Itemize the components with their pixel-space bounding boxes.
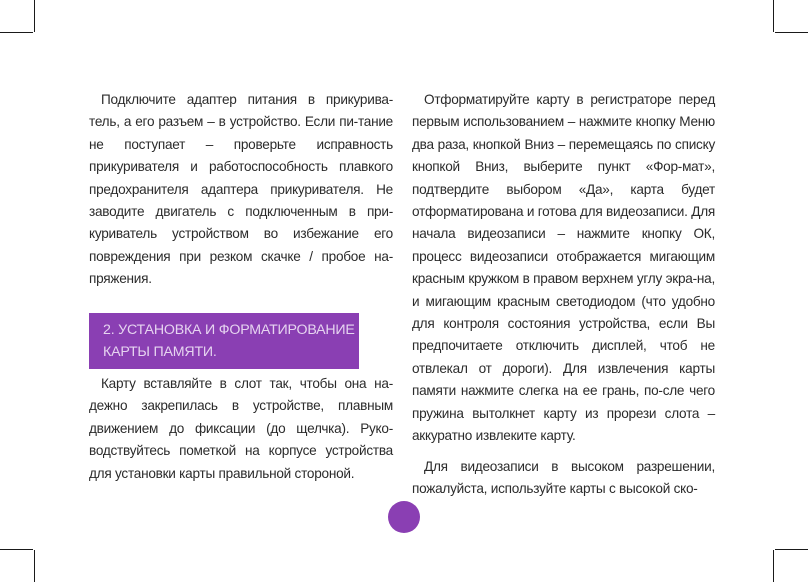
crop-mark-bottom-right-vertical xyxy=(773,550,774,582)
crop-mark-top-left-vertical xyxy=(34,0,35,32)
section-heading-text: 2. УСТАНОВКА И ФОРМАТИРОВАНИЕ КАРТЫ ПАМЯТИ. xyxy=(103,322,355,360)
format-card-paragraph: Отформатируйте карту в регистраторе перед первым использованием – нажмите кнопку Меню два раза, кнопкой Вниз – перемещаясь по списку кнопкой Вниз, выберите пункт «Фор-мат», подтвердите выбором «Да», карта будет отформатирована и готова для видеозаписи. Для начала видеозаписи – нажмите кнопку ОК, процесс видеозаписи отображается мигающим красным кружком в правом верхнем углу экра-на, и мигающим красным светодиодом (что удобно для контроля состояния устройства, если Вы предпочитаете отключить дисплей, чтоб не отвлекал от дороги). Для извлечения карты памяти нажмите слегка на ее грань, по-сле чего пружина вытолкнет карту из прорези слота – аккуратно извлеките карту. xyxy=(412,92,715,444)
left-column-lower xyxy=(89,373,393,485)
crop-mark-bottom-right-horizontal xyxy=(775,549,808,550)
crop-mark-bottom-left-vertical xyxy=(34,550,35,582)
section-heading-box xyxy=(89,313,359,369)
high-resolution-paragraph: Для видеозаписи в высоком разрешении, пожалуйста, используйте карты с высокой ско- xyxy=(412,458,715,496)
page-marker-dot xyxy=(388,501,420,533)
crop-mark-top-right-vertical xyxy=(773,0,774,32)
power-adapter-paragraph: Подключите адаптер питания в прикурива-тель, а его разъем – в устройство. Если пи-тание не поступает – проверьте исправность прикуривателя и работоспособность плавкого предохранителя адаптера прикуривателя. Не заводите двигатель с подключенным в при-куриватель устройством во избежание его повреждения при резком скачке / пробое на-пряжения. xyxy=(89,92,393,287)
crop-mark-top-right-horizontal xyxy=(775,32,808,33)
right-column xyxy=(412,89,715,500)
crop-mark-top-left-horizontal xyxy=(0,32,33,33)
left-column xyxy=(89,89,393,291)
card-insert-paragraph: Карту вставляйте в слот так, чтобы она на-дежно закрепилась в устройстве, плавным движением до фиксации (до щелчка). Руко-водствуйтесь пометкой на корпусе устройства для установки карты правильной стороной. xyxy=(89,376,393,481)
crop-mark-bottom-left-horizontal xyxy=(0,549,33,550)
